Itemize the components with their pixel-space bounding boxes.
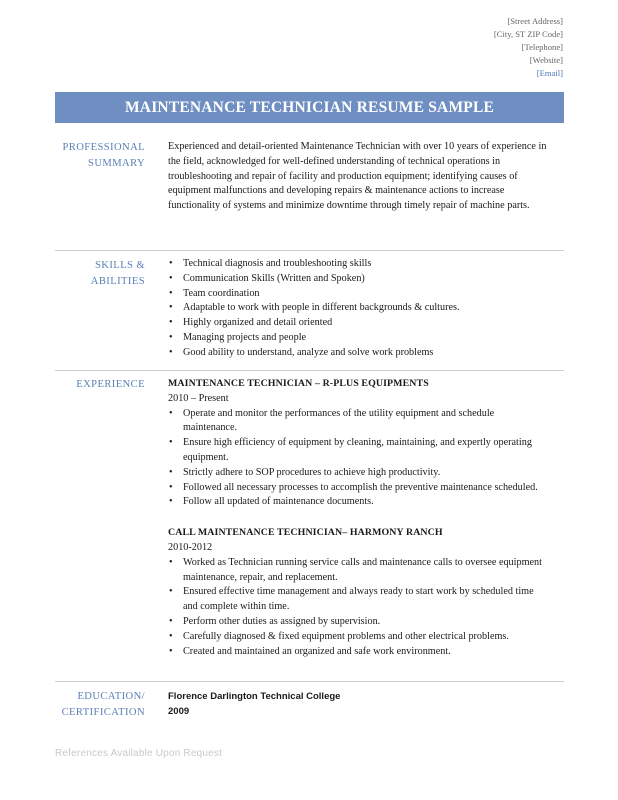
job-title: CALL MAINTENANCE TECHNICIAN– HARMONY RANCH [168,527,443,539]
list-item: • Adaptable to work with people in different backgrounds & cultures. [168,301,548,316]
education-section [55,681,564,726]
list-item: • Managing projects and people [168,331,548,346]
resume-title: MAINTENANCE TECHNICIAN RESUME SAMPLE [55,92,564,123]
list-item: • Worked as Technician running service calls and maintenance calls to oversee equipment maintenance, repair, and replacement. [168,556,548,586]
experience-list [168,377,548,659]
job-title: MAINTENANCE TECHNICIAN – R-PLUS EQUIPMENTS [168,378,429,389]
list-item: • Strictly adhere to SOP procedures to achieve high productivity. [168,466,548,481]
graduation-year: 2009 [168,706,190,717]
list-item: • Follow all updated of maintenance documents. [168,495,548,510]
experience-section [55,370,564,682]
contact-block [494,15,563,80]
list-item: • Ensured effective time management and always ready to start work by scheduled time and complete within time. [168,585,548,615]
summary-text: Experienced and detail-oriented Maintenance Technician with over 10 years of experience in the field, acknowledged for well-defined understanding of technical operations in troubleshooting and repair of facility and production equipment; identifying causes of equipment malfunctions and developing repairs & maintenance actions to increase functionality of systems and minimize downtime through timely repair of machine parts. [168,141,547,212]
list-item: • Operate and monitor the performances of the utility equipment and schedule maintenance. [168,407,548,437]
list-item: • Good ability to understand, analyze and solve work problems [168,346,548,361]
list-item: • Created and maintained an organized and safe work environment. [168,645,548,660]
list-item: • Perform other duties as assigned by supervision. [168,615,548,630]
list-item: • Team coordination [168,287,548,302]
summary-label: PROFESSIONAL SUMMARY [62,142,145,169]
list-item: • Communication Skills (Written and Spoken) [168,272,548,287]
website: [Website] [529,55,563,66]
school-name: Florence Darlington Technical College [168,691,341,702]
job-dates: 2010-2012 [168,541,213,553]
telephone: [Telephone] [521,42,563,53]
references-note: References Available Upon Request [55,748,223,759]
skills-section [55,250,564,371]
list-item: • Followed all necessary processes to accomplish the preventive maintenance scheduled. [168,481,548,496]
experience-label: EXPERIENCE [76,379,145,390]
education-label: EDUCATION/ CERTIFICATION [61,691,145,718]
list-item: • Technical diagnosis and troubleshooting skills [168,257,548,272]
skills-label: SKILLS & ABILITIES [90,260,145,287]
email: [Email] [536,68,563,79]
skills-list [168,257,548,361]
city-state-zip: [City, ST ZIP Code] [493,29,563,40]
list-item: • Highly organized and detail oriented [168,316,548,331]
education-details [168,689,548,719]
street-address: [Street Address] [507,16,563,26]
job-dates: 2010 – Present [168,392,229,404]
list-item: • Carefully diagnosed & fixed equipment problems and other electrical problems. [168,630,548,645]
summary-section [55,138,564,251]
list-item: • Ensure high efficiency of equipment by cleaning, maintaining, and expertly operating equipment. [168,436,548,466]
